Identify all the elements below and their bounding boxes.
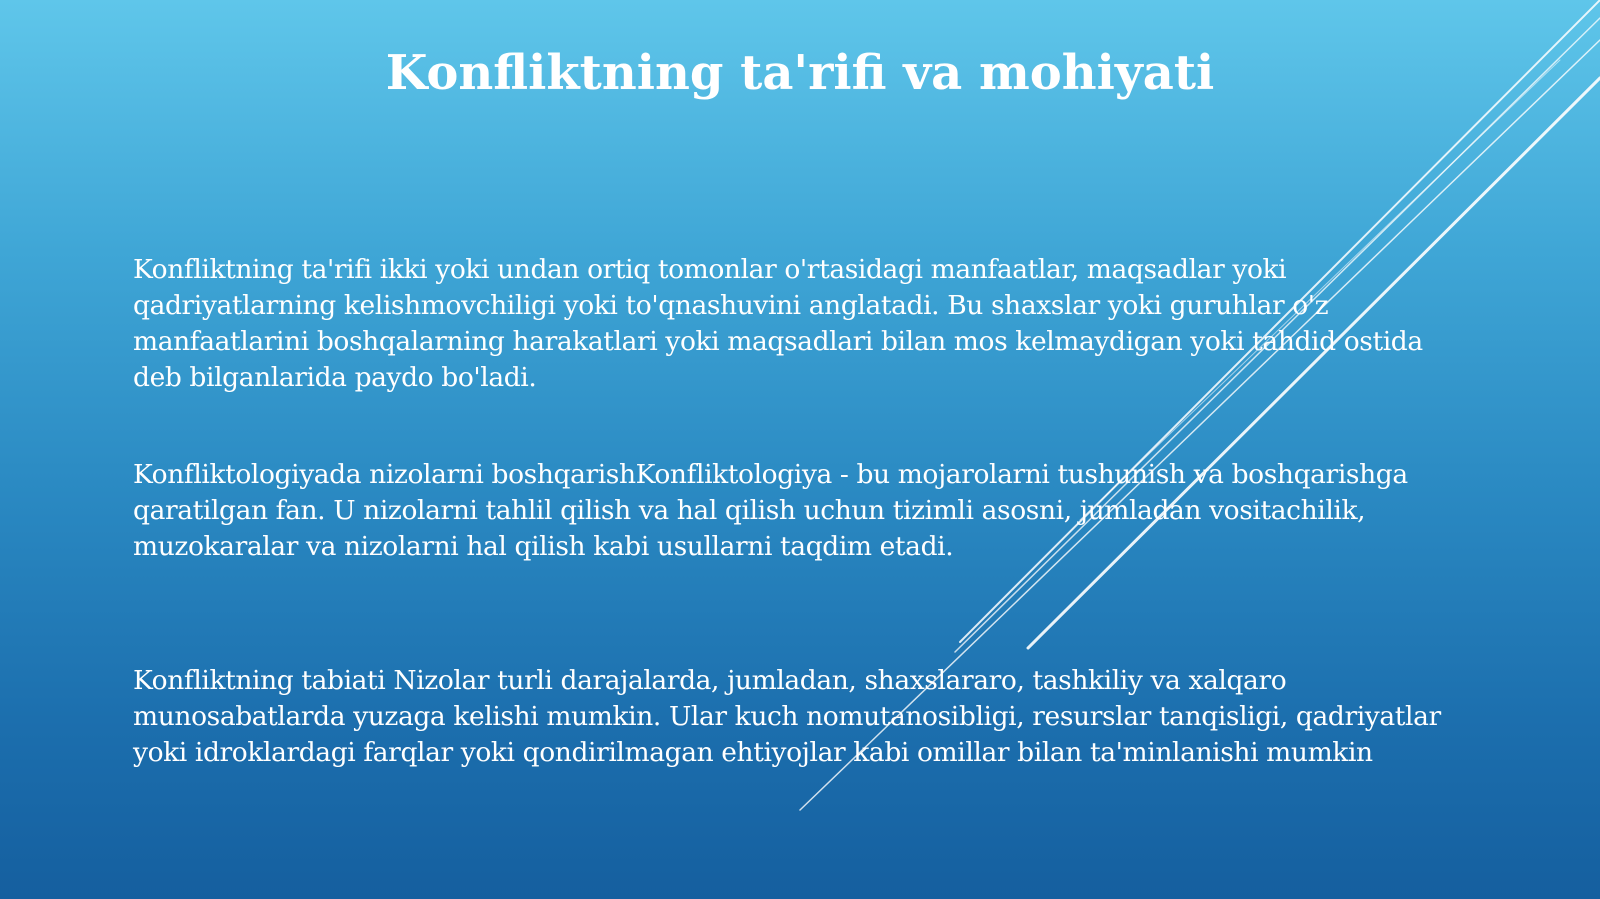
paragraph-conflict-nature: Konfliktning tabiati Nizolar turli darajalarda, jumladan, shaxslararo, tashkiliy va xalqaro munosabatlarda yuzaga kelishi mumkin. Ular kuch nomutanosibligi, resurslar tanqisligi, qadriyatlar yoki idroklardagi farqlar yoki qondirilmagan ehtiyojlar kabi omillar bilan ta'minlanishi mumkin	[133, 665, 1441, 768]
paragraph-definition: Konfliktning ta'rifi ikki yoki undan ortiq tomonlar o'rtasidagi manfaatlar, maqsadlar yoki qadriyatlarning kelishmovchiligi yoki to'qnashuvini anglatadi. Bu shaxslar yoki guruhlar o'z manfaatlarini boshqalarning harakatlari yoki maqsadlari bilan mos kelmaydigan yoki tahdid ostida deb bilganlarida paydo bo'ladi.	[133, 254, 1423, 393]
slide-title: Konfliktning ta'rifi va mohiyati	[385, 45, 1215, 101]
paragraph-conflict-management: Konfliktologiyada nizolarni boshqarishKonfliktologiya - bu mojarolarni tushunish va boshqarishga qaratilgan fan. U nizolarni tahlil qilish va hal qilish uchun tizimli asosni, jumladan vositachilik, muzokaralar va nizolarni hal qilish kabi usullarni taqdim etadi.	[133, 459, 1408, 562]
